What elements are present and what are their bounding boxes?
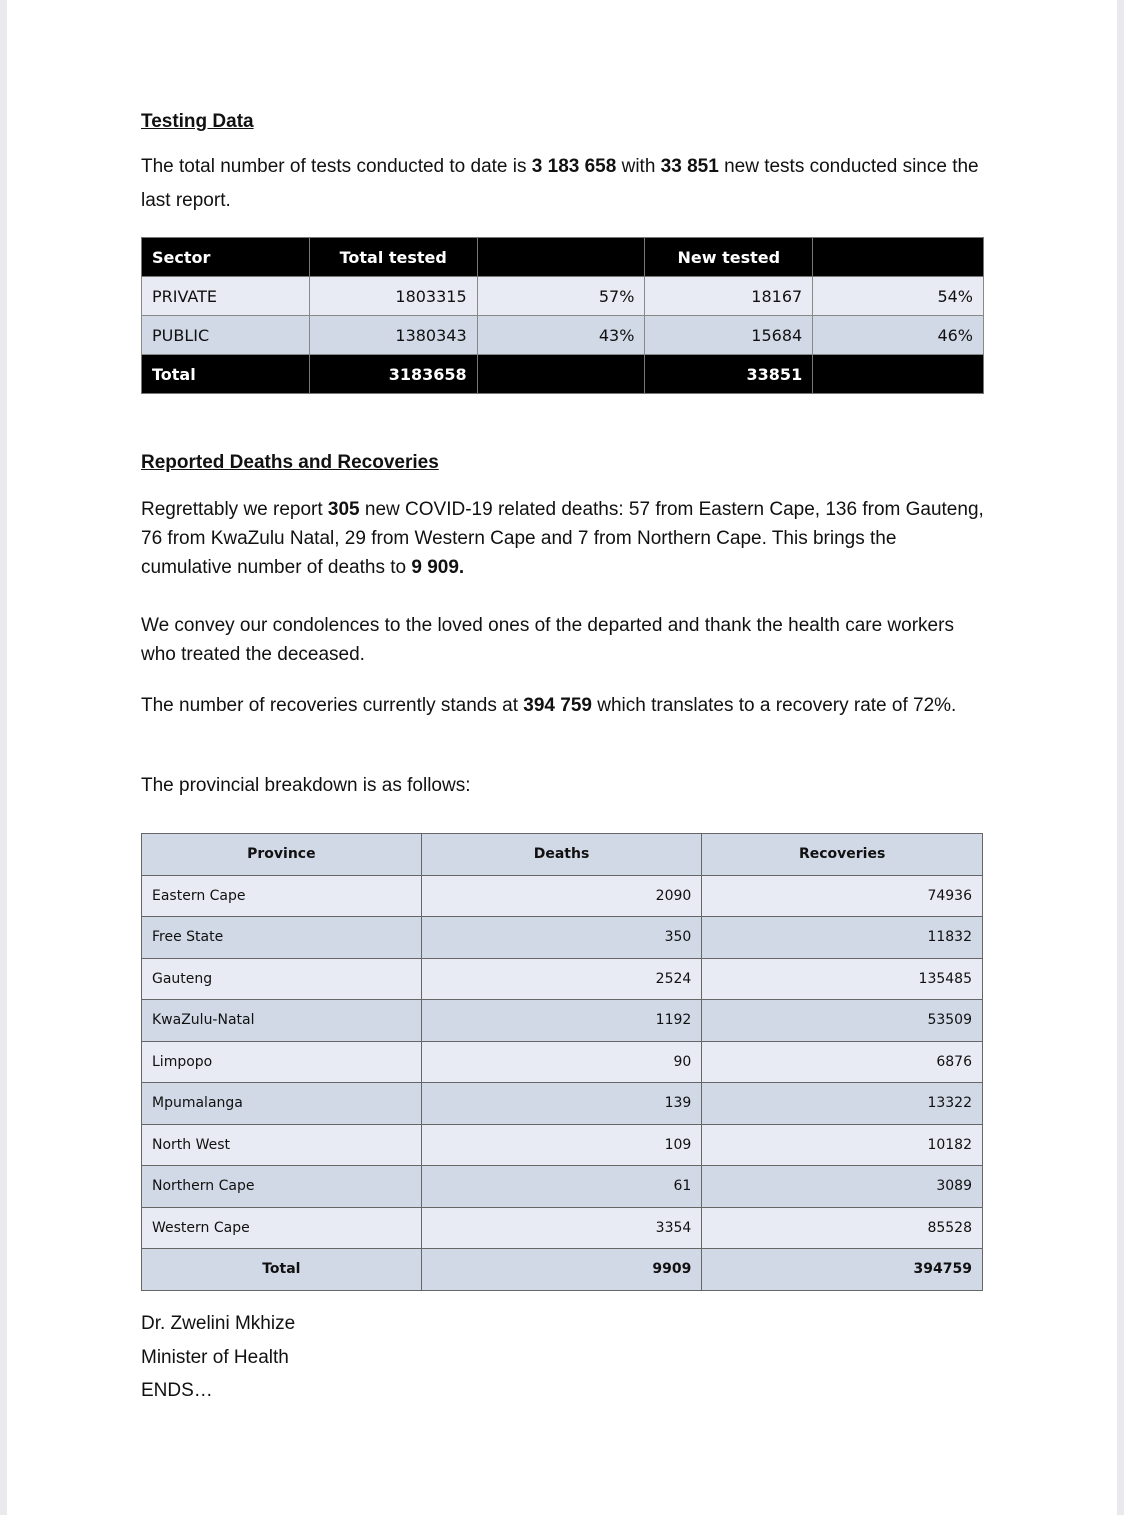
total-tested-cell: 1380343 [309, 316, 477, 355]
table-row [142, 958, 983, 1000]
recoveries-cell: 13322 [702, 1083, 983, 1125]
recoveries-cell: 3089 [702, 1166, 983, 1208]
recoveries-cell: 135485 [702, 958, 983, 1000]
deaths-recoveries-heading: Reported Deaths and Recoveries [141, 452, 439, 473]
deaths-paragraph: Regrettably we report 305 new COVID-19 related deaths: 57 from Eastern Cape, 136 from Gauteng, 76 from KwaZulu Natal, 29 from Western Cape and 7 from Northern Cape. This brings the cumulative number of deaths to 9 909. [141, 499, 984, 578]
deaths-cell: 61 [421, 1166, 702, 1208]
recoveries-cell: 10182 [702, 1124, 983, 1166]
provincial-table-header [142, 834, 983, 876]
new-tests-value: 33 851 [660, 156, 719, 177]
provincial-table [141, 833, 983, 1291]
table-row [142, 1124, 983, 1166]
province-cell: Total [142, 1249, 422, 1291]
recoveries-cell: 6876 [702, 1041, 983, 1083]
recoveries-paragraph: The number of recoveries currently stands at 394 759 which translates to a recovery rate of 72%. [141, 695, 957, 716]
recoveries-cell: 53509 [702, 1000, 983, 1042]
total-pct-cell [477, 355, 645, 394]
testing-total-row [142, 355, 984, 394]
table-row [142, 1000, 983, 1042]
deaths-cell: 90 [421, 1041, 702, 1083]
col-header-sector: Sector [142, 238, 310, 277]
recoveries-cell: 74936 [702, 875, 983, 917]
recoveries-cell: 11832 [702, 917, 983, 959]
new-tested-cell: 18167 [645, 277, 813, 316]
deaths-cell: 350 [421, 917, 702, 959]
table-row [142, 316, 984, 355]
deaths-cell: 1192 [421, 1000, 702, 1042]
ends-marker: ENDS… [141, 1380, 213, 1401]
provincial-breakdown-intro: The provincial breakdown is as follows: [141, 775, 471, 796]
new-tested-cell: 33851 [645, 355, 813, 394]
deaths-cell: 109 [421, 1124, 702, 1166]
province-cell: Limpopo [142, 1041, 422, 1083]
recoveries-cell: 394759 [702, 1249, 983, 1291]
table-row [142, 1041, 983, 1083]
testing-table-header [142, 238, 984, 277]
table-row [142, 875, 983, 917]
condolences-paragraph: We convey our condolences to the loved ones of the departed and thank the health care workers who treated the deceased. [141, 615, 954, 665]
province-cell: Western Cape [142, 1207, 422, 1249]
total-tests-value: 3 183 658 [531, 156, 617, 177]
col-header-total-pct [477, 238, 645, 277]
provincial-total-row [142, 1249, 983, 1291]
new-tested-cell: 15684 [645, 316, 813, 355]
document-page [7, 0, 1117, 1515]
total-pct-cell: 57% [477, 277, 645, 316]
recoveries-cell: 85528 [702, 1207, 983, 1249]
sector-cell: Total [142, 355, 310, 394]
table-row [142, 1083, 983, 1125]
sector-cell: PRIVATE [142, 277, 310, 316]
province-cell: North West [142, 1124, 422, 1166]
province-cell: Northern Cape [142, 1166, 422, 1208]
new-pct-cell: 54% [813, 277, 984, 316]
col-header-recoveries: Recoveries [702, 834, 983, 876]
testing-table [141, 237, 984, 394]
col-header-total-tested: Total tested [309, 238, 477, 277]
province-cell: Mpumalanga [142, 1083, 422, 1125]
table-row [142, 917, 983, 959]
deaths-cell: 9909 [421, 1249, 702, 1291]
deaths-cell: 3354 [421, 1207, 702, 1249]
table-row [142, 1166, 983, 1208]
new-pct-cell: 46% [813, 316, 984, 355]
sector-cell: PUBLIC [142, 316, 310, 355]
signatory-name: Dr. Zwelini Mkhize [141, 1313, 296, 1334]
province-cell: Eastern Cape [142, 875, 422, 917]
table-row [142, 1207, 983, 1249]
total-tested-cell: 1803315 [309, 277, 477, 316]
testing-intro-paragraph: The total number of tests conducted to date is 3 183 658 with 33 851 new tests conducted since the last report. [141, 156, 979, 211]
province-cell: Gauteng [142, 958, 422, 1000]
new-pct-cell [813, 355, 984, 394]
new-deaths-value: 305 [327, 499, 360, 520]
cumulative-deaths-value: 9 909. [411, 557, 465, 578]
total-tested-cell: 3183658 [309, 355, 477, 394]
col-header-new-pct [813, 238, 984, 277]
province-cell: KwaZulu-Natal [142, 1000, 422, 1042]
col-header-deaths: Deaths [421, 834, 702, 876]
table-row [142, 277, 984, 316]
deaths-cell: 139 [421, 1083, 702, 1125]
signatory-title: Minister of Health [141, 1347, 289, 1368]
total-pct-cell: 43% [477, 316, 645, 355]
col-header-new-tested: New tested [645, 238, 813, 277]
col-header-province: Province [142, 834, 422, 876]
testing-data-heading: Testing Data [141, 111, 254, 132]
province-cell: Free State [142, 917, 422, 959]
deaths-cell: 2090 [421, 875, 702, 917]
recoveries-value: 394 759 [523, 695, 592, 716]
deaths-cell: 2524 [421, 958, 702, 1000]
